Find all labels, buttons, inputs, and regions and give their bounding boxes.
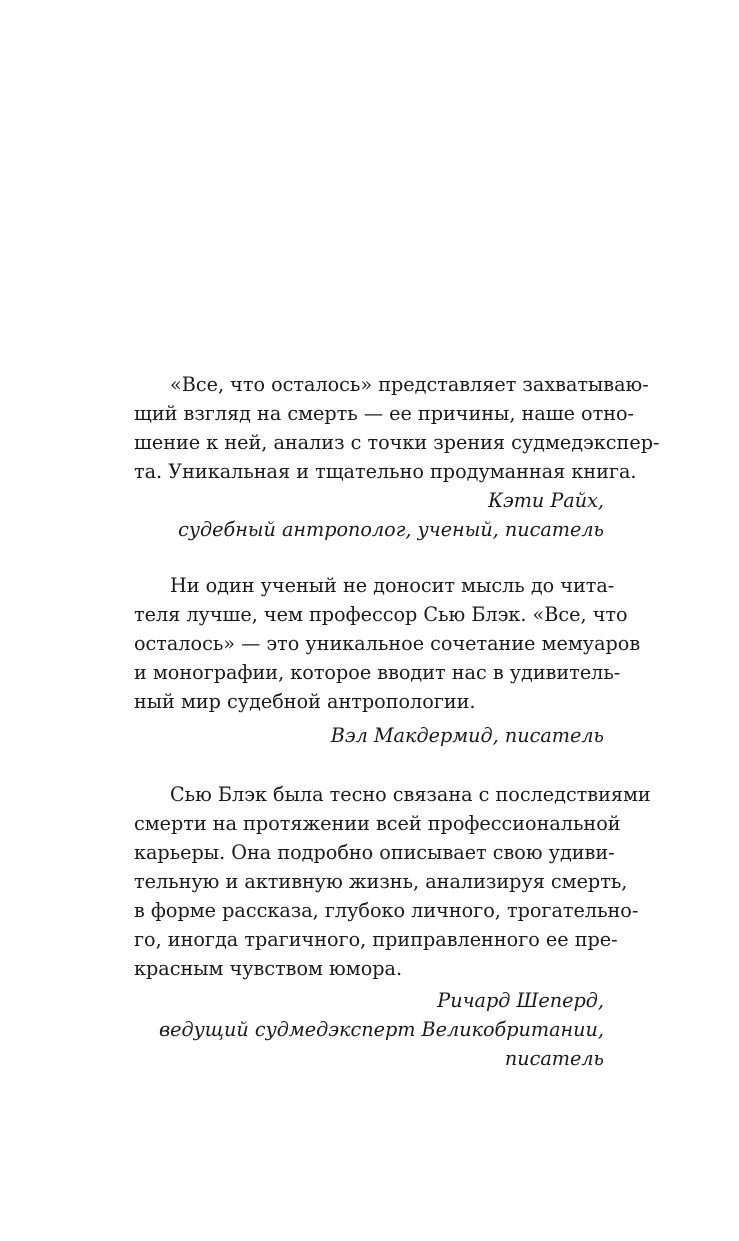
quote-line: и монографии, которое вводит нас в удивитель- bbox=[134, 661, 621, 684]
quote-line: теля лучше, чем профессор Сью Блэк. «Все, что bbox=[134, 603, 628, 626]
quote-attribution bbox=[134, 721, 604, 750]
quote-line: в форме рассказа, глубоко личного, трогательно- bbox=[134, 899, 639, 922]
author-title: писатель bbox=[504, 1047, 604, 1070]
paragraph-spacer bbox=[134, 750, 604, 780]
author-name: Вэл Макдермид, писатель bbox=[330, 724, 604, 747]
review-quote-2 bbox=[134, 571, 641, 750]
quote-line: Ни один ученый не доносит мысль до чита- bbox=[170, 574, 615, 597]
quote-line: шение к ней, анализ с точки зрения судмедэкспер- bbox=[134, 431, 660, 454]
quote-attribution bbox=[134, 986, 604, 1073]
quote-line: щий взгляд на смерть — ее причины, наше отно- bbox=[134, 402, 635, 425]
author-title: судебный антрополог, ученый, писатель bbox=[178, 518, 604, 541]
quote-line: го, иногда трагичного, приправленного ее пре- bbox=[134, 928, 618, 951]
quote-text bbox=[134, 780, 651, 983]
quote-text bbox=[134, 571, 641, 716]
quote-line: осталось» — это уникальное сочетание мемуаров bbox=[134, 632, 641, 655]
quote-line: та. Уникальная и тщательно продуманная книга. bbox=[134, 460, 637, 483]
review-quote-1 bbox=[134, 370, 660, 544]
quote-line: Сью Блэк была тесно связана с последствиями bbox=[170, 783, 651, 806]
author-name: Ричард Шеперд, bbox=[437, 989, 604, 1012]
quote-line: ный мир судебной антропологии. bbox=[134, 690, 476, 713]
quote-line: смерти на протяжении всей профессиональной bbox=[134, 812, 621, 835]
paragraph-spacer bbox=[134, 544, 604, 571]
quote-text bbox=[134, 370, 660, 486]
author-name: Кэти Райх, bbox=[488, 489, 604, 512]
quote-attribution bbox=[134, 486, 604, 544]
author-title: ведущий судмедэксперт Великобритании, bbox=[158, 1018, 604, 1041]
review-quote-3 bbox=[134, 780, 651, 1073]
blurb-page bbox=[134, 370, 660, 1073]
quote-line: карьеры. Она подробно описывает свою удиви- bbox=[134, 841, 615, 864]
quote-line: красным чувством юмора. bbox=[134, 957, 403, 980]
quote-line: «Все, что осталось» представляет захватываю- bbox=[170, 373, 649, 396]
quote-line: тельную и активную жизнь, анализируя смерть, bbox=[134, 870, 628, 893]
